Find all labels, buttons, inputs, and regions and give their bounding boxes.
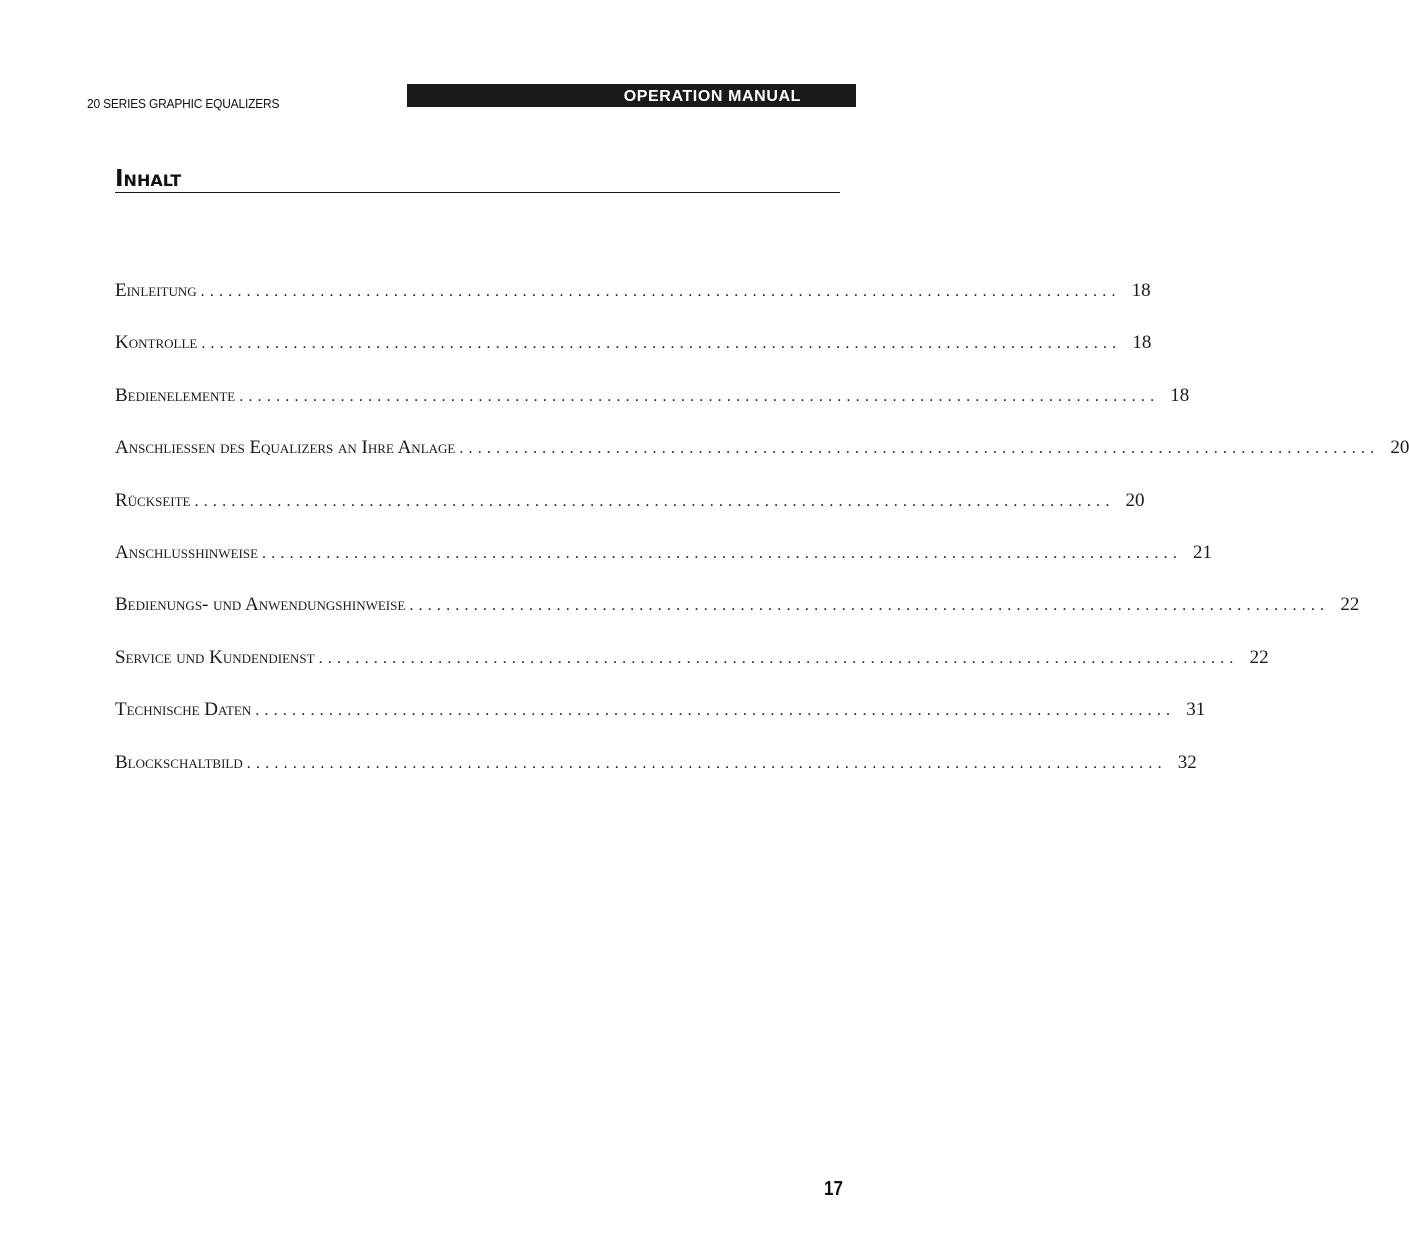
toc-entry-page: 31 bbox=[1186, 699, 1206, 721]
toc-entry[interactable] bbox=[115, 332, 1152, 384]
toc-entry-label: Blockschaltbild bbox=[115, 751, 243, 773]
page-title: Inhalt bbox=[115, 167, 840, 193]
toc-leader-dots: .................................................................................................... bbox=[201, 335, 1122, 353]
toc-entry[interactable] bbox=[115, 751, 1197, 804]
toc-entry-label: Bedienungs- und Anwendungshinweise bbox=[115, 594, 406, 616]
toc-entry[interactable] bbox=[115, 437, 1409, 489]
toc-leader-dots: .................................................................................................... bbox=[318, 649, 1239, 667]
toc-entry[interactable] bbox=[115, 541, 1213, 594]
toc-entry-label: Bedienelemente bbox=[115, 384, 236, 406]
toc-entry-label: Anschlusshinweise bbox=[115, 541, 259, 563]
toc-leader-dots: .................................................................................................... bbox=[459, 440, 1380, 458]
toc-entry-page: 18 bbox=[1131, 280, 1151, 301]
toc-entry[interactable] bbox=[115, 699, 1206, 751]
toc-leader-dots: .................................................................................................... bbox=[246, 754, 1167, 772]
toc-entry-label: Rückseite bbox=[115, 489, 191, 511]
toc-entry-label: Anschliessen des Equalizers an Ihre Anlage bbox=[115, 437, 456, 459]
table-of-contents bbox=[115, 280, 1409, 804]
toc-entry-page: 20 bbox=[1125, 489, 1145, 511]
toc-entry-label: Service und Kundendienst bbox=[115, 646, 315, 668]
toc-entry-label: Einleitung bbox=[115, 280, 197, 301]
running-header-manual-label: OPERATION MANUAL bbox=[623, 88, 801, 105]
running-header-bar bbox=[407, 84, 856, 107]
toc-entry-page: 22 bbox=[1340, 594, 1360, 616]
toc-entry-page: 18 bbox=[1170, 384, 1190, 406]
toc-entry[interactable] bbox=[115, 280, 1151, 332]
toc-leader-dots: .................................................................................................... bbox=[239, 387, 1160, 405]
page-number: 17 bbox=[824, 1178, 843, 1200]
toc-entry[interactable] bbox=[115, 489, 1145, 542]
toc-entry-label: Technische Daten bbox=[115, 699, 252, 721]
toc-entry-page: 20 bbox=[1390, 437, 1409, 459]
toc-entry[interactable] bbox=[115, 646, 1269, 699]
toc-entry[interactable] bbox=[115, 594, 1360, 646]
toc-entry-page: 21 bbox=[1193, 541, 1213, 563]
toc-leader-dots: .................................................................................................... bbox=[409, 597, 1330, 615]
toc-leader-dots: .................................................................................................... bbox=[194, 492, 1115, 510]
toc-entry-page: 18 bbox=[1132, 332, 1152, 354]
toc-leader-dots: .................................................................................................... bbox=[262, 544, 1183, 562]
toc-leader-dots: .................................................................................................... bbox=[255, 702, 1176, 720]
toc-entry-label: Kontrolle bbox=[115, 332, 198, 354]
toc-entry-page: 22 bbox=[1249, 646, 1269, 668]
running-header-title: 20 SERIES GRAPHIC EQUALIZERS bbox=[87, 96, 280, 111]
toc-entry-page: 32 bbox=[1177, 751, 1197, 773]
toc-entry[interactable] bbox=[115, 384, 1190, 437]
toc-leader-dots: .................................................................................................... bbox=[200, 283, 1121, 300]
